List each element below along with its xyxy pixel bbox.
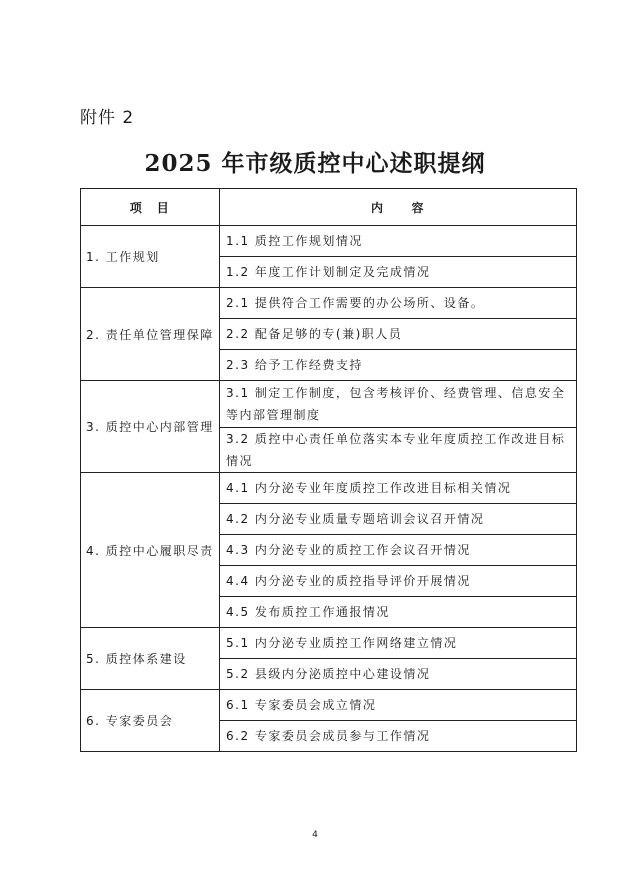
item-text: 2.1 提供符合工作需要的办公场所、设备。 bbox=[220, 288, 577, 319]
item-text: 4.3 内分泌专业的质控工作会议召开情况 bbox=[220, 535, 577, 566]
item-text: 6.2 专家委员会成员参与工作情况 bbox=[220, 721, 577, 752]
section-name: 4. 质控中心履职尽责 bbox=[81, 473, 220, 628]
item-text: 4.4 内分泌专业的质控指导评价开展情况 bbox=[220, 566, 577, 597]
outline-table bbox=[80, 188, 577, 752]
item-text: 6.1 专家委员会成立情况 bbox=[220, 690, 577, 721]
item-text: 3.1 制定工作制度，包含考核评价、经费管理、信息安全等内部管理制度 bbox=[220, 381, 577, 428]
table-row bbox=[81, 288, 577, 319]
table-row bbox=[81, 381, 577, 428]
header-content: 内 容 bbox=[220, 189, 577, 226]
item-text: 5.2 县级内分泌质控中心建设情况 bbox=[220, 659, 577, 690]
item-text: 2.2 配备足够的专(兼)职人员 bbox=[220, 319, 577, 350]
section-name: 1. 工作规划 bbox=[81, 226, 220, 288]
item-text: 4.1 内分泌专业年度质控工作改进目标相关情况 bbox=[220, 473, 577, 504]
page-number: 4 bbox=[312, 830, 318, 840]
section-name: 5. 质控体系建设 bbox=[81, 628, 220, 690]
item-text: 5.1 内分泌专业质控工作网络建立情况 bbox=[220, 628, 577, 659]
item-text: 4.5 发布质控工作通报情况 bbox=[220, 597, 577, 628]
item-text: 4.2 内分泌专业质量专题培训会议召开情况 bbox=[220, 504, 577, 535]
table-row bbox=[81, 226, 577, 257]
page-title: 2025 年市级质控中心述职提纲 bbox=[144, 150, 486, 177]
item-text: 1.2 年度工作计划制定及完成情况 bbox=[220, 257, 577, 288]
section-name: 6. 专家委员会 bbox=[81, 690, 220, 752]
table-row bbox=[81, 473, 577, 504]
item-text: 3.2 质控中心责任单位落实本专业年度质控工作改进目标情况 bbox=[220, 428, 577, 473]
header-project: 项 目 bbox=[81, 189, 220, 226]
item-text: 1.1 质控工作规划情况 bbox=[220, 226, 577, 257]
table-row bbox=[81, 690, 577, 721]
section-name: 2. 责任单位管理保障 bbox=[81, 288, 220, 381]
table-header-row bbox=[81, 189, 577, 226]
section-name: 3. 质控中心内部管理 bbox=[81, 381, 220, 473]
item-text: 2.3 给予工作经费支持 bbox=[220, 350, 577, 381]
table-row bbox=[81, 628, 577, 659]
attachment-label: 附件 2 bbox=[80, 108, 135, 128]
